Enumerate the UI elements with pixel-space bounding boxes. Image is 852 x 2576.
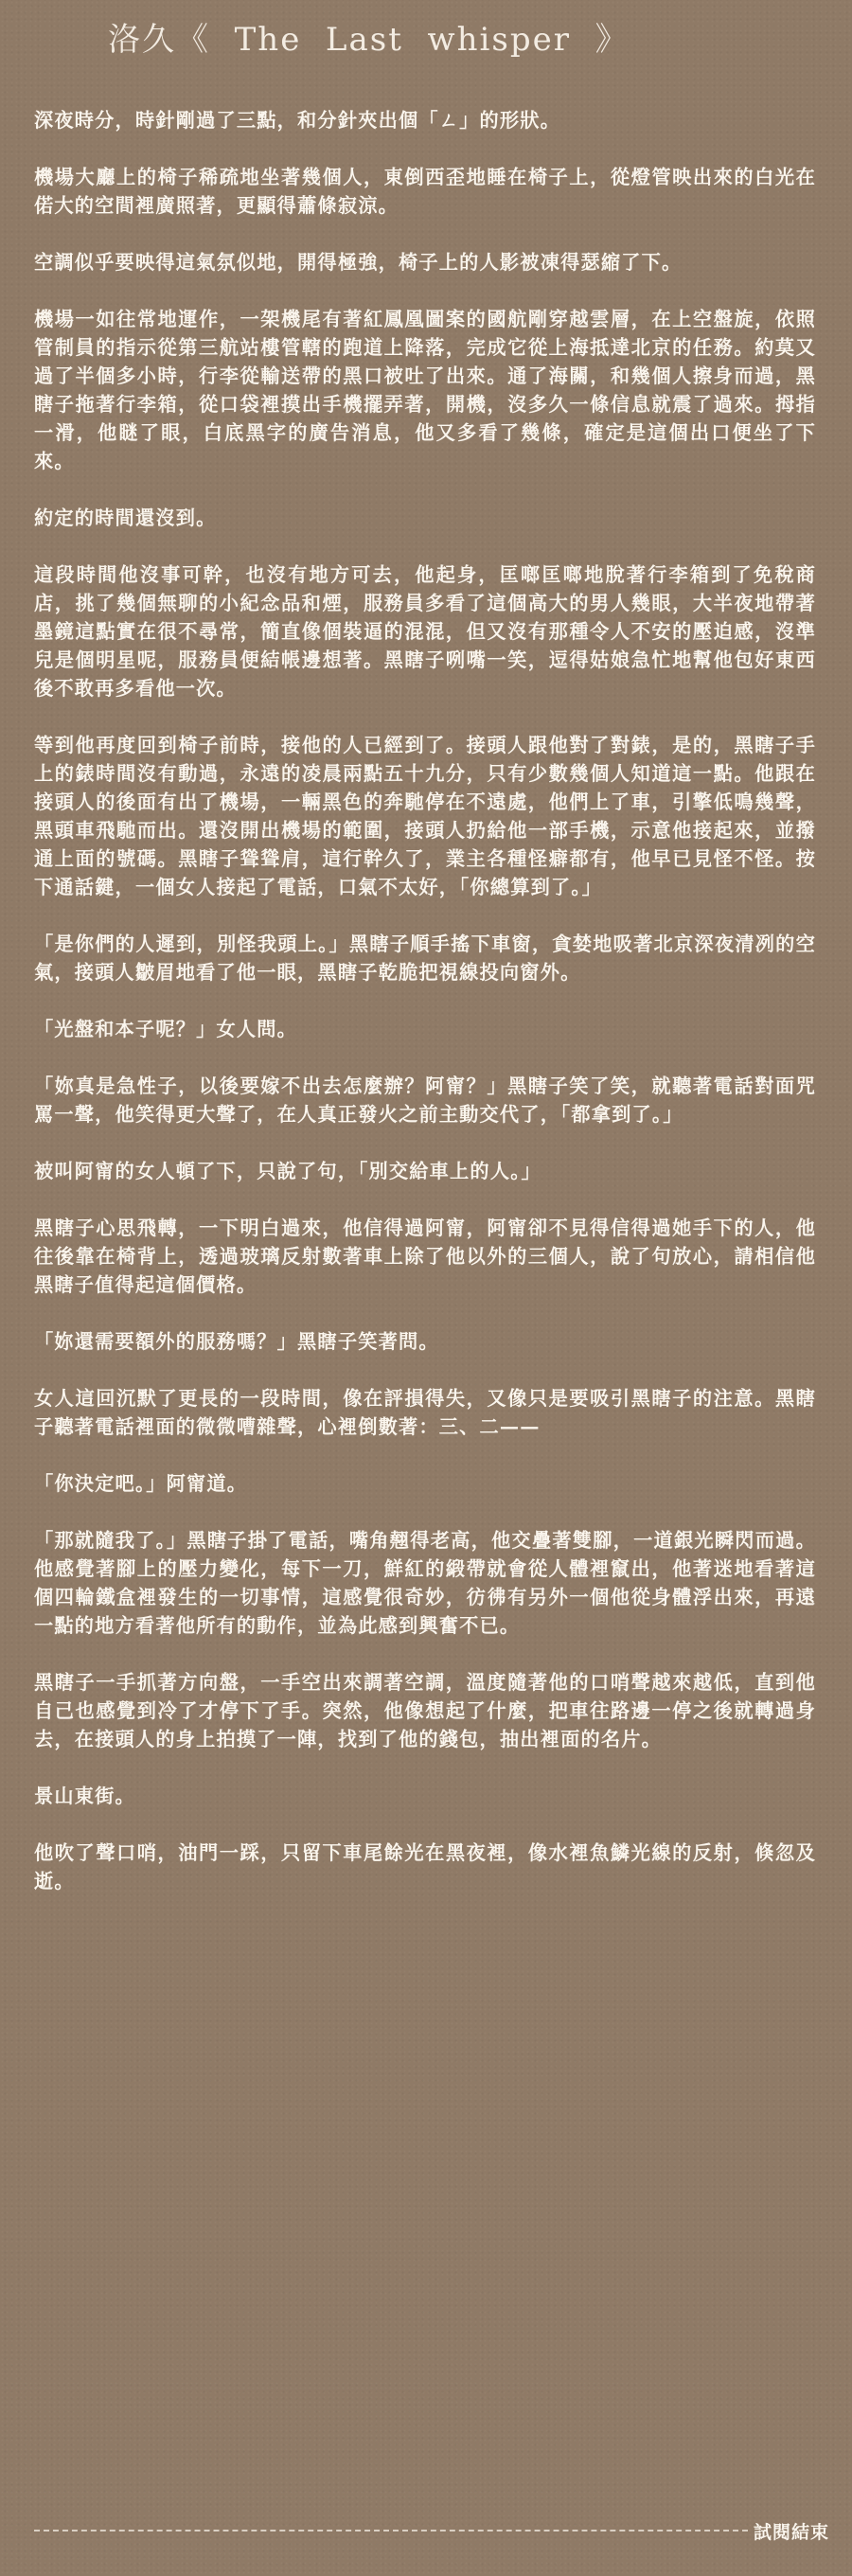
paragraph: 他吹了聲口哨，油門一踩，只留下車尾餘光在黑夜裡，像水裡魚鱗光線的反射，倏忽及逝。 [34, 1841, 816, 1892]
paragraph: 這段時間他沒事可幹，也沒有地方可去，他起身，匡啷匡啷地脫著行李箱到了免稅商店，挑了幾個無聊的小紀念品和煙，服務員多看了這個高大的男人幾眼，大半夜地帶著墨鏡這點實在很不尋常，簡直像個裝逼的混混，但又沒有那種令人不安的壓迫感，沒準兒是個明星呢，服務員便結帳邊想著。黑瞎子咧嘴一笑，逗得姑娘急忙地幫他包好東西後不敢再多看他一次。 [34, 563, 816, 700]
story-content [34, 106, 816, 1895]
paragraph: 空調似乎要映得這氣氛似地，開得極強，椅子上的人影被凍得瑟縮了下。 [34, 251, 683, 274]
page-title: 洛久《 The Last whisper 》 [108, 21, 630, 59]
paragraph: 女人這回沉默了更長的一段時間，像在評損得失，又像只是要吸引黑瞎子的注意。黑瞎子聽著電話裡面的微微嘈雜聲，心裡倒數著：三、二—— [34, 1387, 816, 1438]
paragraph: 約定的時間還沒到。 [34, 506, 217, 529]
paragraph: 「那就隨我了。」黑瞎子掛了電話，嘴角翹得老高，他交疊著雙腳，一道銀光瞬閃而過。他感覺著腳上的壓力變化，每下一刀，鮮紅的緞帶就會從人體裡竄出，他著迷地看著這個四輪鐵盒裡發生的一切事情，這感覺很奇妙，彷彿有另外一個他從身體浮出來，再遠一點的地方看著他所有的動作，並為此感到興奮不已。 [34, 1529, 816, 1637]
paragraph: 機場一如往常地運作，一架機尾有著紅鳳凰圖案的國航剛穿越雲層，在上空盤旋，依照管制員的指示從第三航站樓管轄的跑道上降落，完成它從上海抵達北京的任務。約莫又過了半個多小時，行李從輸送帶的黑口被吐了出來。通了海關，和幾個人擦身而過，黑瞎子拖著行李箱，從口袋裡摸出手機擺弄著，開機，沒多久一條信息就震了過來。拇指一滑，他瞇了眼，白底黑字的廣告消息，他又多看了幾條，確定是這個出口便坐了下來。 [34, 308, 816, 472]
dashed-divider [34, 2530, 748, 2532]
paragraph: 等到他再度回到椅子前時，接他的人已經到了。接頭人跟他對了對錶，是的，黑瞎子手上的錶時間沒有動過，永遠的凌晨兩點五十九分，只有少數幾個人知道這一點。他跟在接頭人的後面有出了機場，一輛黑色的奔馳停在不遠處，他們上了車，引擎低鳴幾聲，黑頭車飛馳而出。還沒開出機場的範圍，接頭人扔給他一部手機，示意他接起來，並撥通上面的號碼。黑瞎子聳聳肩，這行幹久了，業主各種怪癖都有，他早已見怪不怪。按下通話鍵，一個女人接起了電話，口氣不太好，「你總算到了。」 [34, 734, 816, 898]
paragraph: 「是你們的人遲到，別怪我頭上。」黑瞎子順手搖下車窗，貪婪地吸著北京深夜清冽的空氣，接頭人皺眉地看了他一眼，黑瞎子乾脆把視線投向窗外。 [34, 933, 816, 984]
paragraph: 被叫阿甯的女人頓了下，只說了句，「別交給車上的人。」 [34, 1160, 541, 1182]
paragraph: 「妳真是急性子，以後要嫁不出去怎麼辦？阿甯？」黑瞎子笑了笑，就聽著電話對面咒罵一聲，他笑得更大聲了，在人真正發火之前主動交代了，「都拿到了。」 [34, 1075, 816, 1126]
paragraph: 景山東街。 [34, 1785, 135, 1807]
paragraph: 「光盤和本子呢？」女人問。 [34, 1018, 298, 1040]
preview-end-footer [34, 2516, 829, 2545]
paragraph: 黑瞎子心思飛轉，一下明白過來，他信得過阿甯，阿甯卻不見得信得過她手下的人，他往後靠在椅背上，透過玻璃反射數著車上除了他以外的三個人，說了句放心，請相信他黑瞎子值得起這個價格。 [34, 1217, 816, 1296]
paragraph: 「妳還需要額外的服務嗎？」黑瞎子笑著問。 [34, 1330, 439, 1353]
paragraph: 黑瞎子一手抓著方向盤，一手空出來調著空調，溫度隨著他的口哨聲越來越低，直到他自己也感覺到冷了才停下了手。突然，他像想起了什麼，把車往路邊一停之後就轉過身去，在接頭人的身上拍摸了一陣，找到了他的錢包，抽出裡面的名片。 [34, 1671, 816, 1750]
paragraph: 深夜時分，時針剛過了三點，和分針夾出個「ㄥ」的形狀。 [34, 109, 561, 132]
paragraph: 機場大廳上的椅子稀疏地坐著幾個人，東倒西歪地睡在椅子上，從燈管映出來的白光在偌大的空間裡廣照著，更顯得蕭條寂涼。 [34, 166, 816, 217]
paragraph: 「你決定吧。」阿甯道。 [34, 1472, 248, 1495]
preview-end-label: 試閱結束 [753, 2521, 829, 2543]
